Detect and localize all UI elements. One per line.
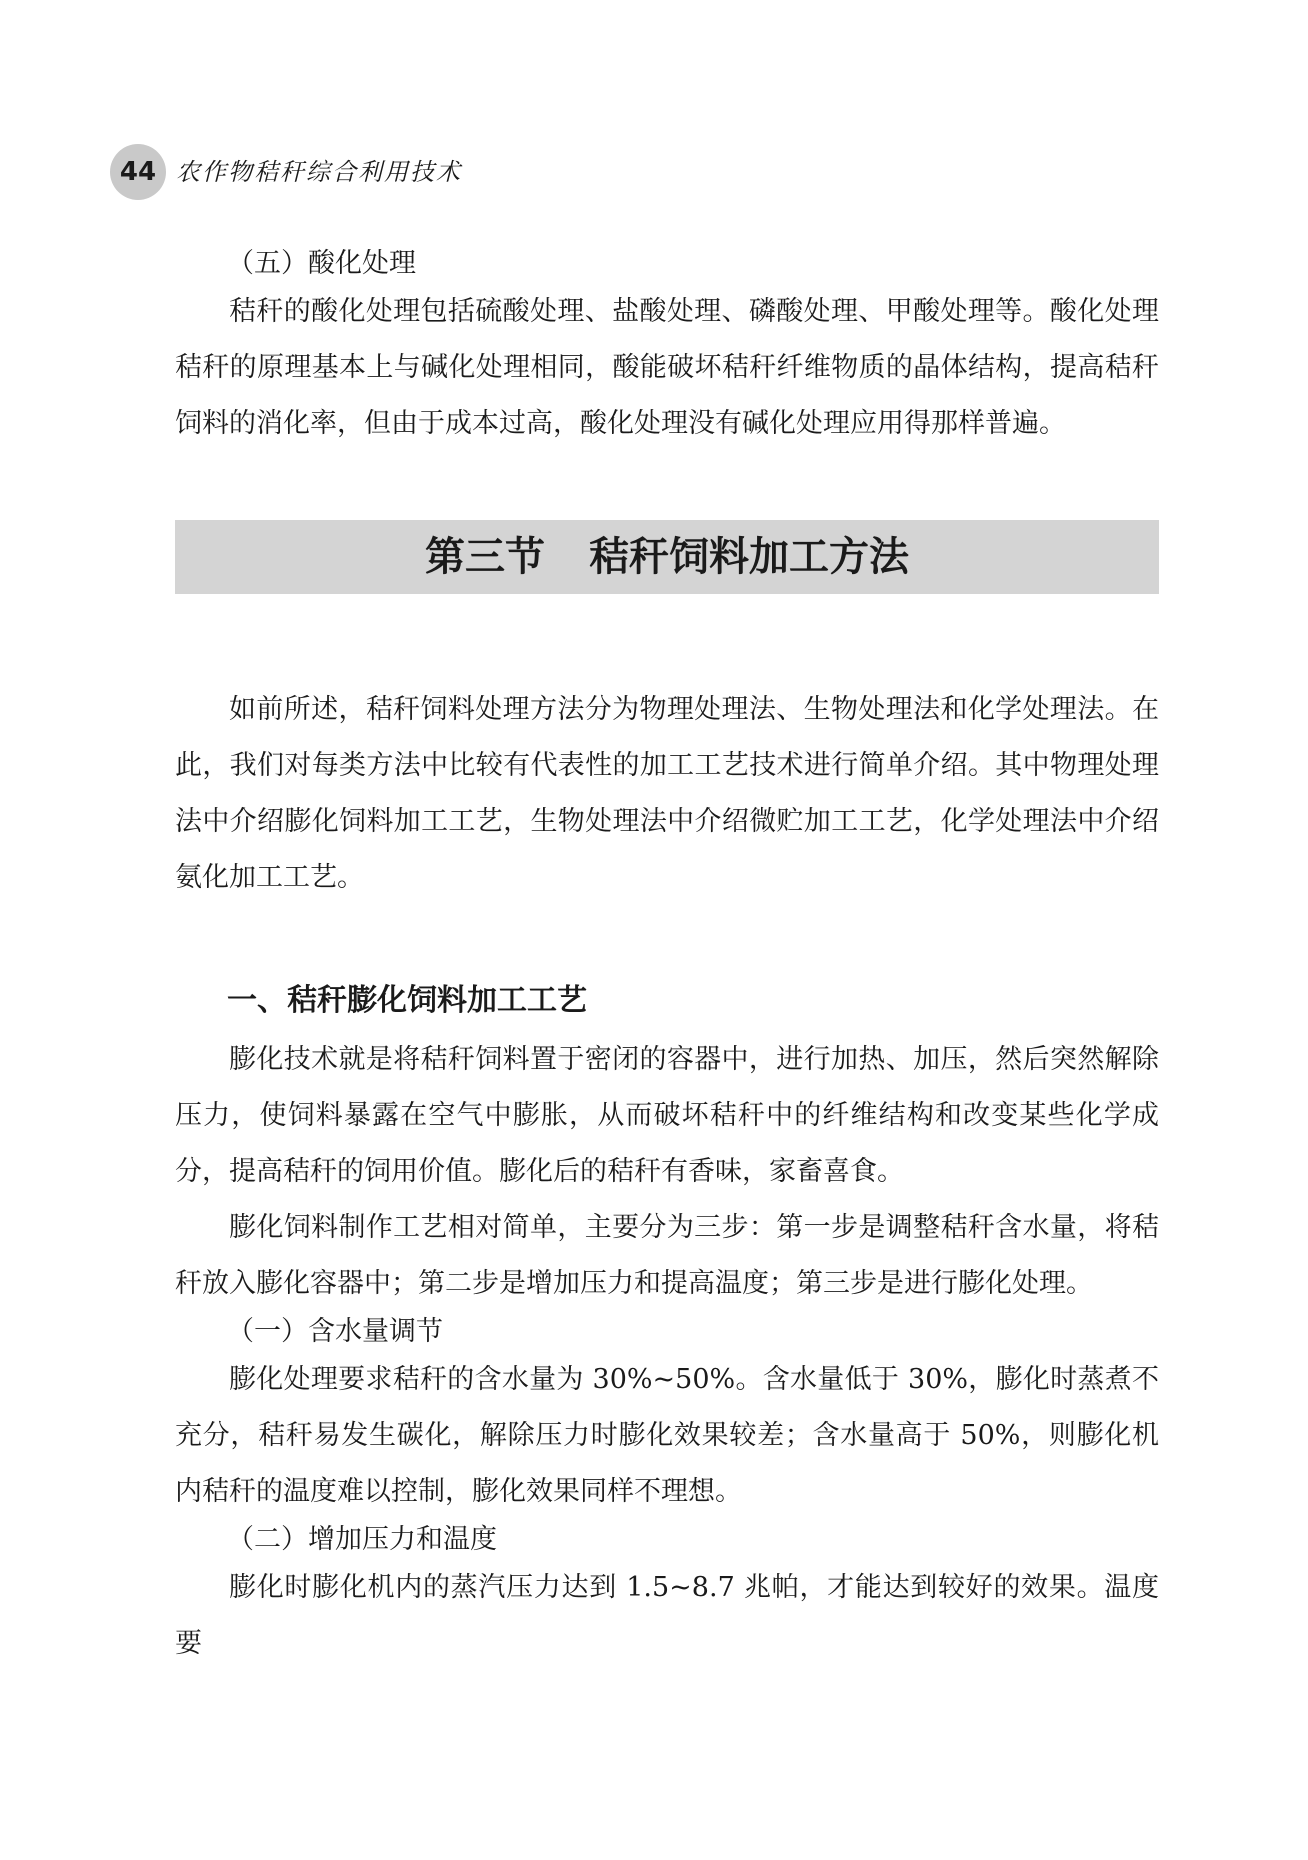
paragraph-acid-treatment: 秸秆的酸化处理包括硫酸处理、盐酸处理、磷酸处理、甲酸处理等。酸化处理秸秆的原理基本上与碱化处理相同，酸能破坏秸秆纤维物质的晶体结构，提高秸秆饲料的消化率，但由于成本过高，酸化处理没有碱化处理应用得那样普遍。 xyxy=(175,296,1159,439)
running-header-book-title: 农作物秸秆综合利用技术 xyxy=(176,158,462,186)
subheading-pressure-temperature: （二）增加压力和温度 xyxy=(227,1524,497,1555)
section-title-banner xyxy=(175,520,1159,594)
paragraph-intro: 如前所述，秸秆饲料处理方法分为物理处理法、生物处理法和化学处理法。在此，我们对每类方法中比较有代表性的加工工艺技术进行简单介绍。其中物理处理法中介绍膨化饲料加工工艺，生物处理法中介绍微贮加工工艺，化学处理法中介绍氨化加工工艺。 xyxy=(175,694,1159,893)
paragraph-puffing-definition: 膨化技术就是将秸秆饲料置于密闭的容器中，进行加热、加压，然后突然解除压力，使饲料暴露在空气中膨胀，从而破坏秸秆中的纤维结构和改变某些化学成分，提高秸秆的饲用价值。膨化后的秸秆有香味，家畜喜食。 xyxy=(175,1044,1159,1187)
heading-puffing-process: 一、秸秆膨化饲料加工工艺 xyxy=(227,983,587,1018)
page-number-badge: 44 xyxy=(110,144,166,200)
section-number: 第三节 xyxy=(425,533,545,580)
page-body xyxy=(175,244,1159,1672)
section-name: 秸秆饲料加工方法 xyxy=(589,533,909,580)
paragraph-pressure-temperature: 膨化时膨化机内的蒸汽压力达到 1.5~8.7 兆帕，才能达到较好的效果。温度要 xyxy=(175,1572,1159,1659)
paragraph-moisture-adjustment: 膨化处理要求秸秆的含水量为 30%~50%。含水量低于 30%，膨化时蒸煮不充分，秸秆易发生碳化，解除压力时膨化效果较差；含水量高于 50%，则膨化机内秸秆的温度难以控制，膨化效果同样不理想。 xyxy=(175,1364,1159,1507)
subheading-acid-treatment: （五）酸化处理 xyxy=(227,248,416,279)
paragraph-puffing-steps: 膨化饲料制作工艺相对简单，主要分为三步：第一步是调整秸秆含水量，将秸秆放入膨化容器中；第二步是增加压力和提高温度；第三步是进行膨化处理。 xyxy=(175,1212,1159,1299)
subheading-moisture-adjustment: （一）含水量调节 xyxy=(227,1316,443,1347)
